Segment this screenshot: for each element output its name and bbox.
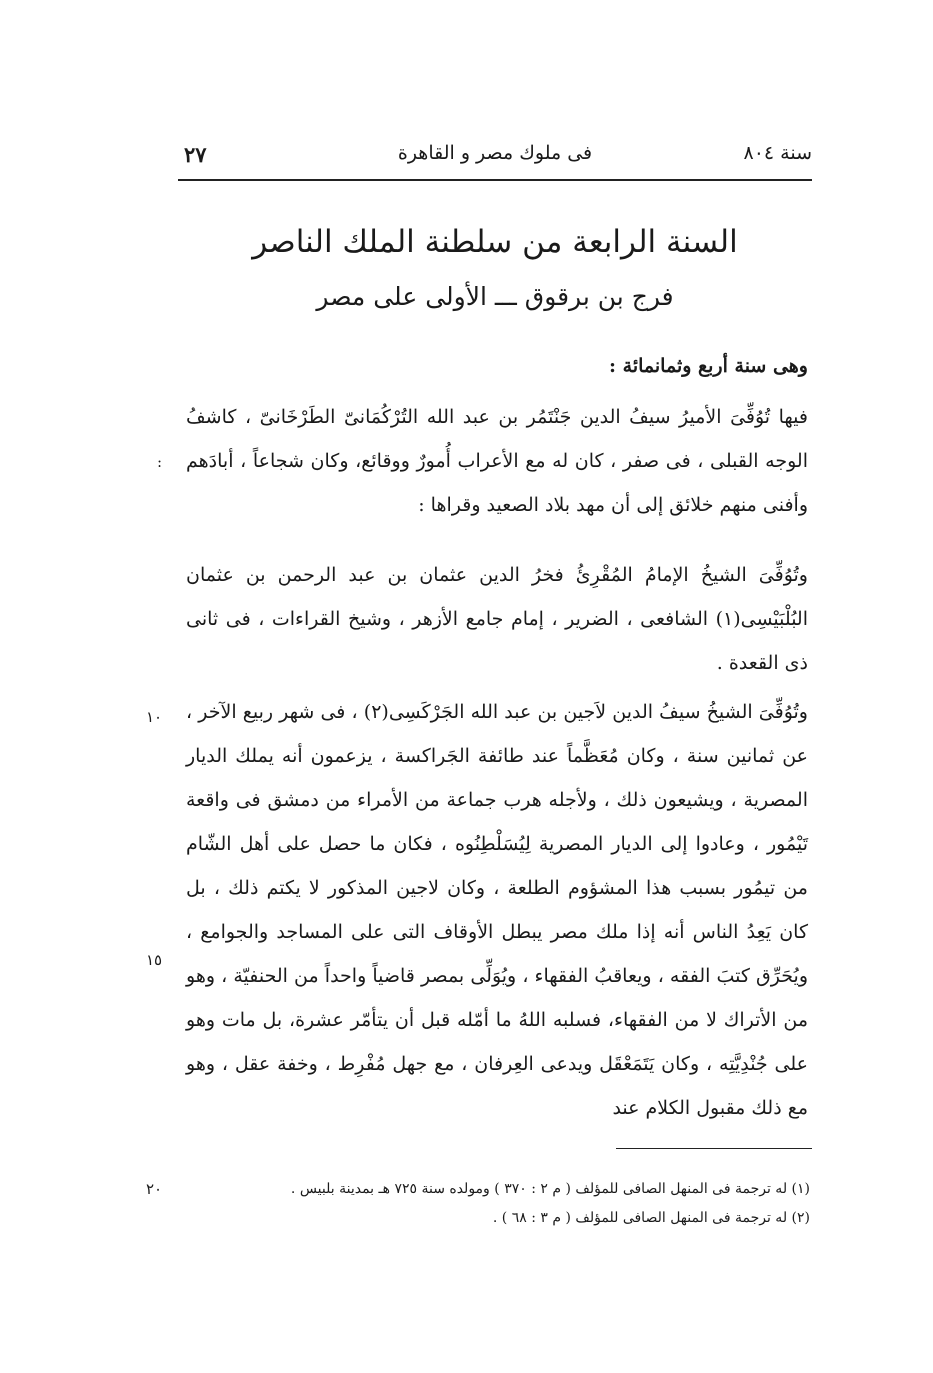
running-head xyxy=(178,136,812,176)
footnote-1: (١) له ترجمة فى المنهل الصافى للمؤلف ( م ٢ : ٣٧٠ ) ومولده سنة ٧٢٥ هـ بمدينة بلبيس . xyxy=(290,1181,810,1197)
footnote-2: (٢) له ترجمة فى المنهل الصافى للمؤلف ( م ٣ : ٦٨ ) . xyxy=(492,1210,810,1226)
page-number: ٢٧ xyxy=(184,142,207,167)
header-rule xyxy=(178,179,812,181)
line-number-10: ١٠ xyxy=(146,708,163,726)
margin-mark: : xyxy=(157,453,163,471)
paragraph-3: وتُوُفِّىَ الشيخُ سيفُ الدين لاَجين بن عبد الله الجَرْكَسِى(٢) ، فى شهر ربيع الآخر ، عن ثمانين سنة ، وكان مُعَظَّماً عند طائفة الجَراكسة ، يزعمون أنه يملك الديار المصرية ، ويشيعون ذلك ، ولأجله هرب جماعة من الأمراء من دمشق فى واقعة تَيْمُور ، وعادوا إلى الديار المصرية لِيُسَلْطِنُوه ، فكان ما حصل على أهل الشّام من تيمُور بسبب هذا المشؤوم الطلعة ، وكان لاجين المذكور لا يكتم ذلك ، بل كان يَعِدُ الناس أنه إذا ملك مصر يبطل الأوقاف التى على المساجد والجوامع ، ويُحَرِّق كتبَ الفقه ، ويعاقبُ الفقهاء ، ويُوَلِّى بمصر قاضياً واحداً من الحنفيّة ، وهو من الأتراك لا من الفقهاء، فسلبه اللهُ ما أمّله قبل أن يتأمّر عشرة، بل مات وهو على جُنْدِيَّتِه ، وكان يَتَمَعْقَل ويدعى العِرفان ، مع جهل مُفْرِط ، وخفة عقل ، وهو مع ذلك مقبول الكلام عند xyxy=(186,701,808,1119)
chapter-heading: السنة الرابعة من سلطنة الملك الناصر xyxy=(252,224,738,260)
line-number-15: ١٥ xyxy=(146,951,163,969)
chapter-subheading: فرج بن برقوق ـــ الأولى على مصر xyxy=(316,282,674,311)
intro-line: وهى سنة أربع وثمانمائة : xyxy=(609,355,808,377)
line-number-20: ٢٠ xyxy=(146,1180,163,1198)
paragraph-1: فيها تُوُفِّىَ الأميرُ سيفُ الدين جَنْتَمُر بن عبد الله التُرْكُمَانىّ الطَرْخَانىّ ، كاشفُ الوجه القبلى ، فى صفر ، كان له مع الأعراب أُمورٌ ووقائع، وكان شجاعاً ، أبادَهم وأفنى منهم خلائق إلى أن مهد بلاد الصعيد وقراها : xyxy=(186,406,808,516)
running-head-title: فى ملوك مصر و القاهرة xyxy=(397,142,593,164)
footnote-rule xyxy=(616,1148,812,1149)
paragraph-2: وتُوُفِّىَ الشيخُ الإمامُ المُقْرِئُ فخرُ الدين عثمان بن عبد الرحمن بن عثمان البُلْبَيْسِى(١) الشافعى ، الضرير ، إمام جامع الأزهر ، وشيخ القراءات ، فى ثانى ذى القعدة . xyxy=(186,564,808,674)
running-head-year: سنة ٨٠٤ xyxy=(743,142,812,164)
